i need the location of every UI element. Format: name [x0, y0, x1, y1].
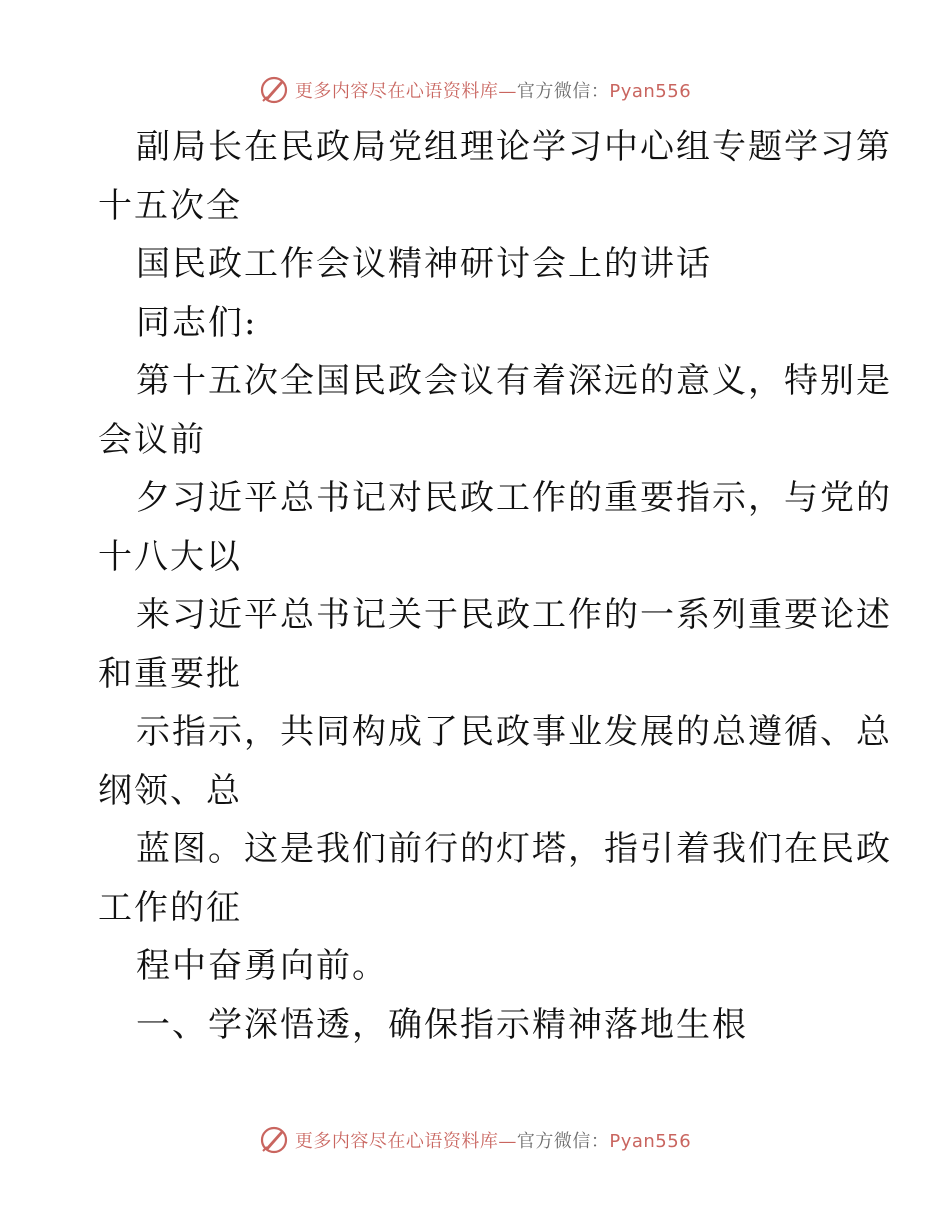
document-body: [98, 118, 892, 1054]
document-line: 来习近平总书记关于民政工作的一系列重要论述: [136, 595, 892, 635]
watermark-separator: —: [498, 81, 517, 102]
watermark-separator: —: [498, 1131, 517, 1152]
document-line: 十八大以: [98, 536, 242, 577]
watermark-wechat-id: Pyan556: [609, 81, 692, 102]
document-line: 工作的征: [98, 887, 242, 928]
footer-watermark: [0, 1122, 950, 1158]
document-line: 和重要批: [98, 653, 242, 694]
document-line: 蓝图。这是我们前行的灯塔，指引着我们在民政: [136, 829, 892, 869]
document-line: 第十五次全国民政会议有着深远的意义，特别是: [136, 361, 892, 401]
document-line: 示指示，共同构成了民政事业发展的总遵循、总: [136, 712, 892, 752]
quill-pen-logo-icon: [259, 75, 289, 105]
document-line: 一、学深悟透，确保指示精神落地生根: [136, 1004, 748, 1045]
watermark-text: [295, 77, 691, 103]
document-line: 纲领、总: [98, 770, 242, 811]
header-watermark: [0, 72, 950, 108]
document-line: 国民政工作会议精神研讨会上的讲话: [136, 244, 712, 284]
watermark-text: [295, 1127, 691, 1153]
document-line: 副局长在民政局党组理论学习中心组专题学习第: [136, 127, 892, 167]
document-line: 会议前: [98, 419, 206, 460]
document-line: 夕习近平总书记对民政工作的重要指示，与党的: [136, 478, 892, 518]
watermark-site: 更多内容尽在心语资料库: [294, 81, 499, 102]
watermark-site: 更多内容尽在心语资料库: [294, 1131, 499, 1152]
watermark-wechat-label: 官方微信：: [516, 81, 610, 102]
watermark-wechat-id: Pyan556: [609, 1131, 692, 1152]
document-line: 程中奋勇向前。: [136, 946, 388, 986]
watermark-wechat-label: 官方微信：: [516, 1131, 610, 1152]
quill-pen-logo-icon: [259, 1125, 289, 1155]
document-line: 十五次全: [98, 185, 242, 226]
document-line: 同志们:: [136, 302, 258, 343]
